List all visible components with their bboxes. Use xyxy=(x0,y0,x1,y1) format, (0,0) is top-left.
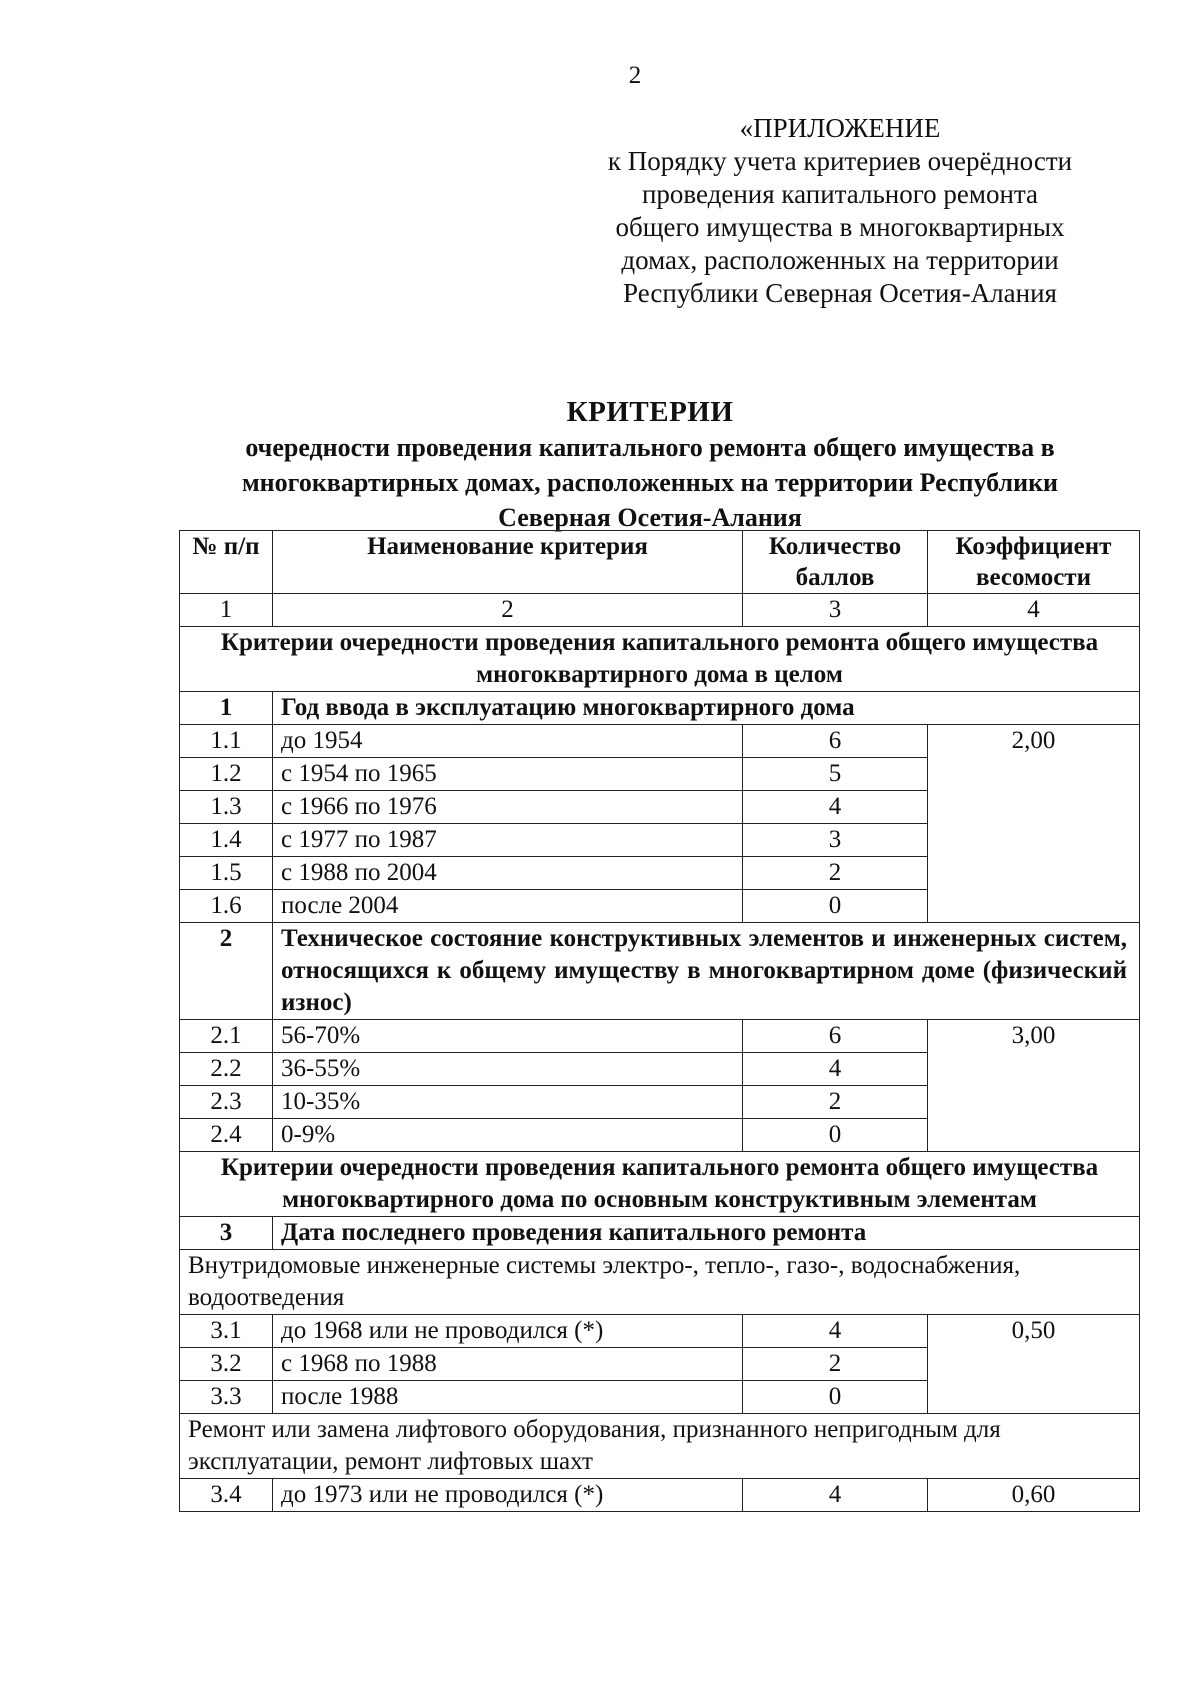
row-coef: 0,60 xyxy=(928,1479,1140,1512)
column-number: 3 xyxy=(743,594,928,627)
row-points: 3 xyxy=(743,824,928,857)
title-line: очередности проведения капитального ремонта общего имущества в xyxy=(245,433,1055,462)
title-line: Северная Осетия-Алания xyxy=(498,503,802,532)
row-num: 1.2 xyxy=(180,758,273,791)
column-number: 1 xyxy=(180,594,273,627)
subgroup-title: Ремонт или замена лифтового оборудования, признанного непригодным для эксплуатации, ремонт лифтовых шахт xyxy=(180,1414,1140,1479)
group-num: 1 xyxy=(180,692,273,725)
row-num: 1.4 xyxy=(180,824,273,857)
column-number: 2 xyxy=(273,594,743,627)
row-points: 4 xyxy=(743,791,928,824)
row-points: 6 xyxy=(743,725,928,758)
row-name: с 1988 по 2004 xyxy=(273,857,743,890)
row-name: до 1973 или не проводился (*) xyxy=(273,1479,743,1512)
row-num: 2.4 xyxy=(180,1119,273,1152)
table-row xyxy=(180,725,1140,758)
row-points: 0 xyxy=(743,1119,928,1152)
row-name: после 1988 xyxy=(273,1381,743,1414)
subgroup-row xyxy=(180,1250,1140,1315)
page-number: 2 xyxy=(628,62,642,89)
table-row xyxy=(180,1020,1140,1053)
row-coef: 0,50 xyxy=(928,1315,1140,1414)
row-points: 5 xyxy=(743,758,928,791)
subgroup-row xyxy=(180,1414,1140,1479)
section-row xyxy=(180,627,1140,692)
row-num: 1.3 xyxy=(180,791,273,824)
document-title xyxy=(150,395,1150,535)
criteria-table xyxy=(179,530,1140,1512)
appendix-line: «ПРИЛОЖЕНИЕ xyxy=(739,113,941,143)
appendix-line: Республики Северная Осетия-Алания xyxy=(623,278,1057,308)
title-main: КРИТЕРИИ xyxy=(566,396,734,428)
row-num: 2.2 xyxy=(180,1053,273,1086)
row-points: 0 xyxy=(743,890,928,923)
header-points: Количество баллов xyxy=(743,531,928,594)
row-num: 2.3 xyxy=(180,1086,273,1119)
row-name: с 1954 по 1965 xyxy=(273,758,743,791)
row-name: до 1954 xyxy=(273,725,743,758)
row-points: 2 xyxy=(743,1348,928,1381)
row-num: 3.2 xyxy=(180,1348,273,1381)
row-name: 36-55% xyxy=(273,1053,743,1086)
row-name: до 1968 или не проводился (*) xyxy=(273,1315,743,1348)
row-points: 2 xyxy=(743,857,928,890)
header-num: № п/п xyxy=(180,531,273,594)
row-coef: 3,00 xyxy=(928,1020,1140,1152)
title-line: многоквартирных домах, расположенных на территории Республики xyxy=(241,468,1059,497)
column-number: 4 xyxy=(928,594,1140,627)
appendix-header xyxy=(560,112,1120,310)
group-name: Техническое состояние конструктивных элементов и инженерных систем, относящихся к общему имуществу в многоквартирном доме (физический износ) xyxy=(273,923,1140,1020)
row-points: 2 xyxy=(743,1086,928,1119)
appendix-line: общего имущества в многоквартирных xyxy=(615,212,1065,242)
group-row xyxy=(180,692,1140,725)
row-name: с 1968 по 1988 xyxy=(273,1348,743,1381)
row-num: 2.1 xyxy=(180,1020,273,1053)
row-name: 56-70% xyxy=(273,1020,743,1053)
row-points: 4 xyxy=(743,1053,928,1086)
group-row xyxy=(180,1217,1140,1250)
group-name: Год ввода в эксплуатацию многоквартирного дома xyxy=(273,692,1140,725)
subgroup-title: Внутридомовые инженерные системы электро-, тепло-, газо-, водоснабжения, водоотведения xyxy=(180,1250,1140,1315)
header-coef: Коэффициент весомости xyxy=(928,531,1140,594)
row-points: 4 xyxy=(743,1315,928,1348)
section-title: Критерии очередности проведения капитального ремонта общего имущества многоквартирного дома по основным конструктивным элементам xyxy=(180,1152,1140,1217)
header-name: Наименование критерия xyxy=(273,531,743,594)
header-row xyxy=(180,531,1140,594)
row-num: 1.5 xyxy=(180,857,273,890)
group-row xyxy=(180,923,1140,1020)
group-num: 2 xyxy=(180,923,273,1020)
table-row xyxy=(180,1479,1140,1512)
row-num: 3.1 xyxy=(180,1315,273,1348)
section-row xyxy=(180,1152,1140,1217)
row-points: 4 xyxy=(743,1479,928,1512)
appendix-line: к Порядку учета критериев очерёдности xyxy=(607,146,1073,176)
row-coef: 2,00 xyxy=(928,725,1140,923)
group-num: 3 xyxy=(180,1217,273,1250)
appendix-line: проведения капитального ремонта xyxy=(641,179,1039,209)
row-num: 3.3 xyxy=(180,1381,273,1414)
row-num: 3.4 xyxy=(180,1479,273,1512)
row-name: 10-35% xyxy=(273,1086,743,1119)
row-name: с 1966 по 1976 xyxy=(273,791,743,824)
row-name: 0-9% xyxy=(273,1119,743,1152)
column-number-row xyxy=(180,594,1140,627)
row-points: 6 xyxy=(743,1020,928,1053)
group-name: Дата последнего проведения капитального ремонта xyxy=(273,1217,1140,1250)
table-row xyxy=(180,1315,1140,1348)
row-name: с 1977 по 1987 xyxy=(273,824,743,857)
row-points: 0 xyxy=(743,1381,928,1414)
appendix-line: домах, расположенных на территории xyxy=(621,245,1059,275)
row-num: 1.6 xyxy=(180,890,273,923)
row-name: после 2004 xyxy=(273,890,743,923)
row-num: 1.1 xyxy=(180,725,273,758)
section-title: Критерии очередности проведения капитального ремонта общего имущества многоквартирного дома в целом xyxy=(180,627,1140,692)
